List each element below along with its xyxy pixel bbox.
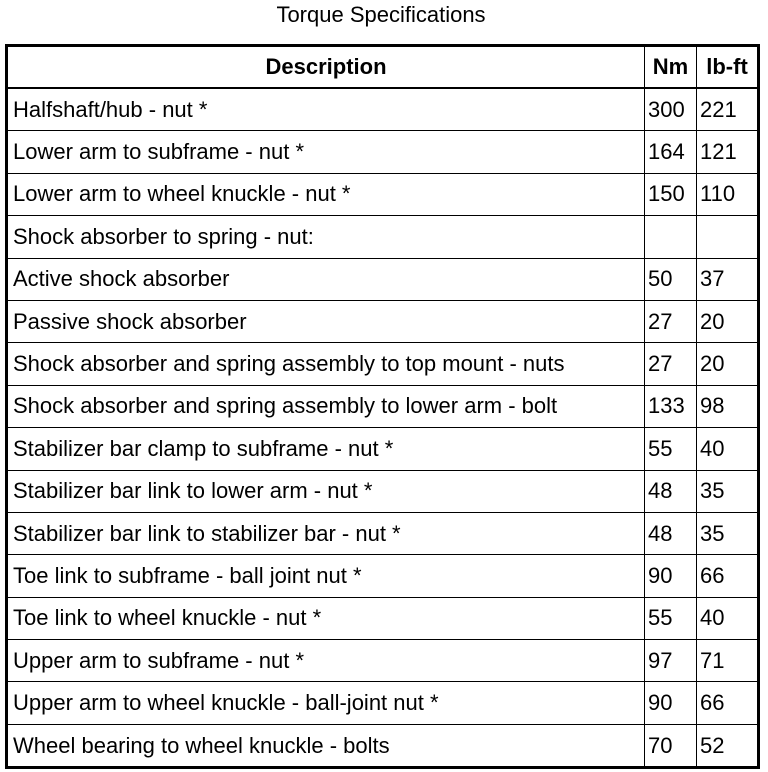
cell-description: Toe link to wheel knuckle - nut * xyxy=(7,597,645,639)
cell-description: Upper arm to subframe - nut * xyxy=(7,640,645,682)
cell-lbft: 52 xyxy=(697,724,759,767)
cell-description: Passive shock absorber xyxy=(7,300,645,342)
cell-lbft: 66 xyxy=(697,682,759,724)
table-body xyxy=(7,88,759,768)
cell-description: Wheel bearing to wheel knuckle - bolts xyxy=(7,724,645,767)
cell-nm: 48 xyxy=(645,512,697,554)
cell-nm xyxy=(645,216,697,258)
cell-lbft: 40 xyxy=(697,428,759,470)
page-title: Torque Specifications xyxy=(276,2,486,27)
cell-nm: 133 xyxy=(645,385,697,427)
table-row xyxy=(7,512,759,554)
table-row xyxy=(7,640,759,682)
cell-nm: 97 xyxy=(645,640,697,682)
cell-nm: 27 xyxy=(645,343,697,385)
cell-description: Shock absorber and spring assembly to lower arm - bolt xyxy=(7,385,645,427)
table-row xyxy=(7,470,759,512)
cell-nm: 48 xyxy=(645,470,697,512)
table-row xyxy=(7,682,759,724)
torque-spec-table xyxy=(5,44,760,769)
cell-lbft: 35 xyxy=(697,512,759,554)
table-row xyxy=(7,385,759,427)
cell-description: Halfshaft/hub - nut * xyxy=(7,88,645,131)
table-header-row xyxy=(7,46,759,89)
cell-lbft: 40 xyxy=(697,597,759,639)
cell-lbft: 20 xyxy=(697,300,759,342)
cell-nm: 150 xyxy=(645,173,697,215)
cell-description: Lower arm to wheel knuckle - nut * xyxy=(7,173,645,215)
cell-lbft: 35 xyxy=(697,470,759,512)
cell-description: Lower arm to subframe - nut * xyxy=(7,131,645,173)
table-row xyxy=(7,428,759,470)
table-row xyxy=(7,173,759,215)
table-row xyxy=(7,555,759,597)
table-row xyxy=(7,216,759,258)
cell-description: Shock absorber to spring - nut: xyxy=(7,216,645,258)
cell-nm: 55 xyxy=(645,597,697,639)
cell-description: Stabilizer bar link to stabilizer bar - nut * xyxy=(7,512,645,554)
column-header-lbft: lb-ft xyxy=(697,46,759,89)
cell-nm: 55 xyxy=(645,428,697,470)
cell-description: Active shock absorber xyxy=(7,258,645,300)
cell-lbft: 110 xyxy=(697,173,759,215)
cell-lbft: 121 xyxy=(697,131,759,173)
cell-lbft: 71 xyxy=(697,640,759,682)
cell-description: Toe link to subframe - ball joint nut * xyxy=(7,555,645,597)
cell-nm: 50 xyxy=(645,258,697,300)
cell-lbft: 221 xyxy=(697,88,759,131)
cell-nm: 70 xyxy=(645,724,697,767)
table-row xyxy=(7,343,759,385)
table-row xyxy=(7,597,759,639)
column-header-description: Description xyxy=(7,46,645,89)
table-row xyxy=(7,88,759,131)
table-row xyxy=(7,724,759,767)
column-header-nm: Nm xyxy=(645,46,697,89)
cell-description: Shock absorber and spring assembly to top mount - nuts xyxy=(7,343,645,385)
cell-description: Upper arm to wheel knuckle - ball-joint nut * xyxy=(7,682,645,724)
table-row xyxy=(7,131,759,173)
cell-lbft: 98 xyxy=(697,385,759,427)
cell-nm: 90 xyxy=(645,682,697,724)
cell-lbft xyxy=(697,216,759,258)
cell-lbft: 66 xyxy=(697,555,759,597)
cell-nm: 164 xyxy=(645,131,697,173)
cell-nm: 300 xyxy=(645,88,697,131)
cell-lbft: 37 xyxy=(697,258,759,300)
cell-description: Stabilizer bar clamp to subframe - nut * xyxy=(7,428,645,470)
cell-lbft: 20 xyxy=(697,343,759,385)
cell-nm: 27 xyxy=(645,300,697,342)
table-row xyxy=(7,258,759,300)
cell-description: Stabilizer bar link to lower arm - nut * xyxy=(7,470,645,512)
table-row xyxy=(7,300,759,342)
cell-nm: 90 xyxy=(645,555,697,597)
